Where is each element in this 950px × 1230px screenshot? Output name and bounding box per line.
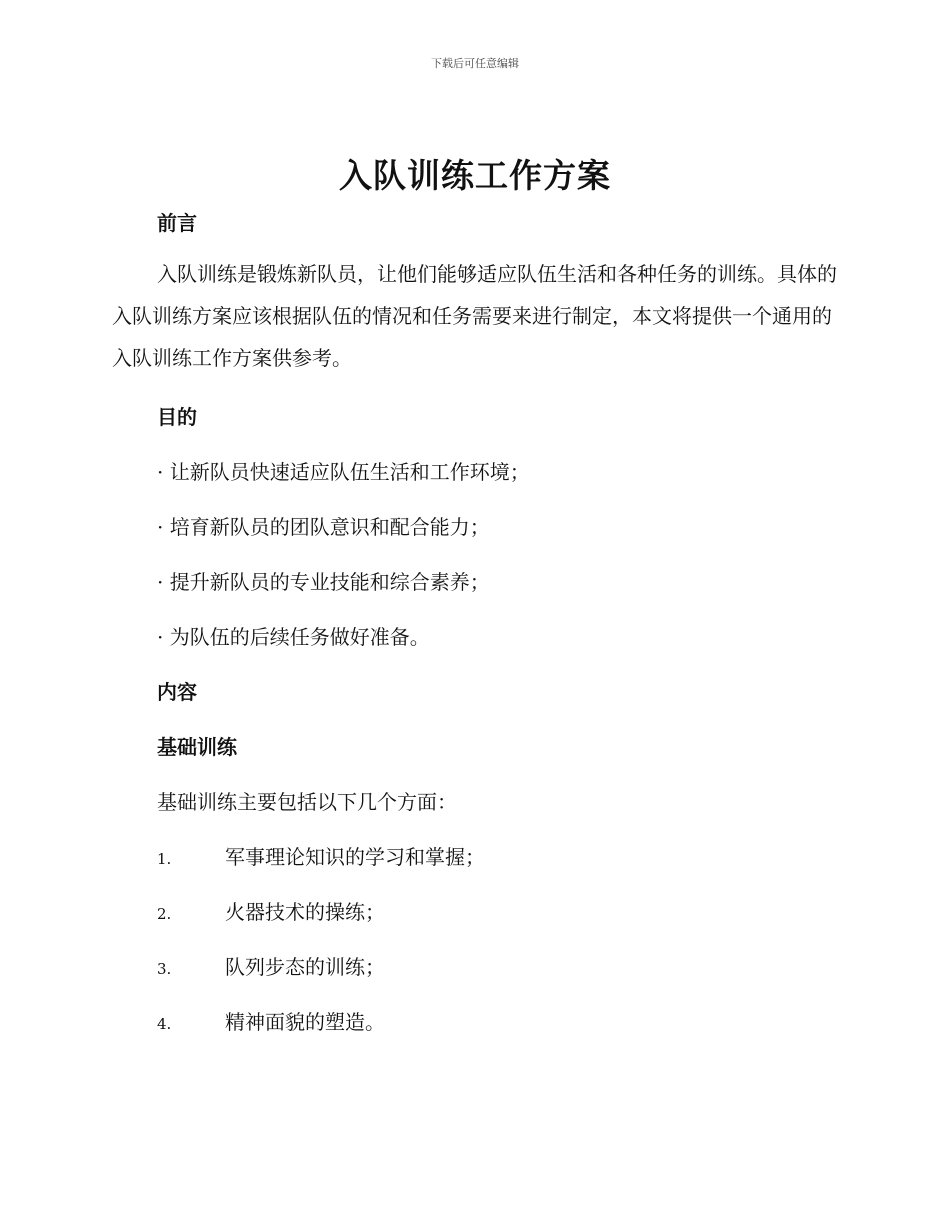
purpose-item: · 培育新队员的团队意识和配合能力； (157, 515, 490, 539)
basic-training-heading: 基础训练 (157, 735, 237, 759)
item-text: 火器技术的操练； (225, 900, 385, 924)
preface-heading: 前言 (157, 211, 197, 235)
content-heading: 内容 (157, 680, 197, 704)
page-header-note: 下载后可任意编辑 (431, 57, 519, 70)
document-title: 入队训练工作方案 (339, 156, 611, 195)
item-text: 精神面貌的塑造。 (225, 1010, 385, 1034)
item-number: 4. (157, 1015, 172, 1033)
purpose-item: · 让新队员快速适应队伍生活和工作环境； (157, 460, 530, 484)
purpose-item: · 提升新队员的专业技能和综合素养； (157, 570, 490, 594)
basic-training-item (157, 1006, 385, 1035)
basic-training-intro: 基础训练主要包括以下几个方面： (157, 790, 457, 814)
preface-paragraph: 入队训练是锻炼新队员，让他们能够适应队伍生活和各种任务的训练。具体的入队训练方案应该根据队伍的情况和任务需要来进行制定，本文将提供一个通用的入队训练工作方案供参考。 (112, 262, 837, 370)
basic-training-item (157, 896, 385, 925)
purpose-item: · 为队伍的后续任务做好准备。 (157, 625, 430, 649)
item-text: 军事理论知识的学习和掌握； (225, 845, 485, 869)
basic-training-item (157, 841, 485, 870)
basic-training-item (157, 951, 385, 980)
purpose-heading: 目的 (157, 405, 197, 429)
item-number: 1. (157, 850, 172, 868)
item-number: 2. (157, 905, 172, 923)
item-number: 3. (157, 960, 172, 978)
item-text: 队列步态的训练； (225, 955, 385, 979)
